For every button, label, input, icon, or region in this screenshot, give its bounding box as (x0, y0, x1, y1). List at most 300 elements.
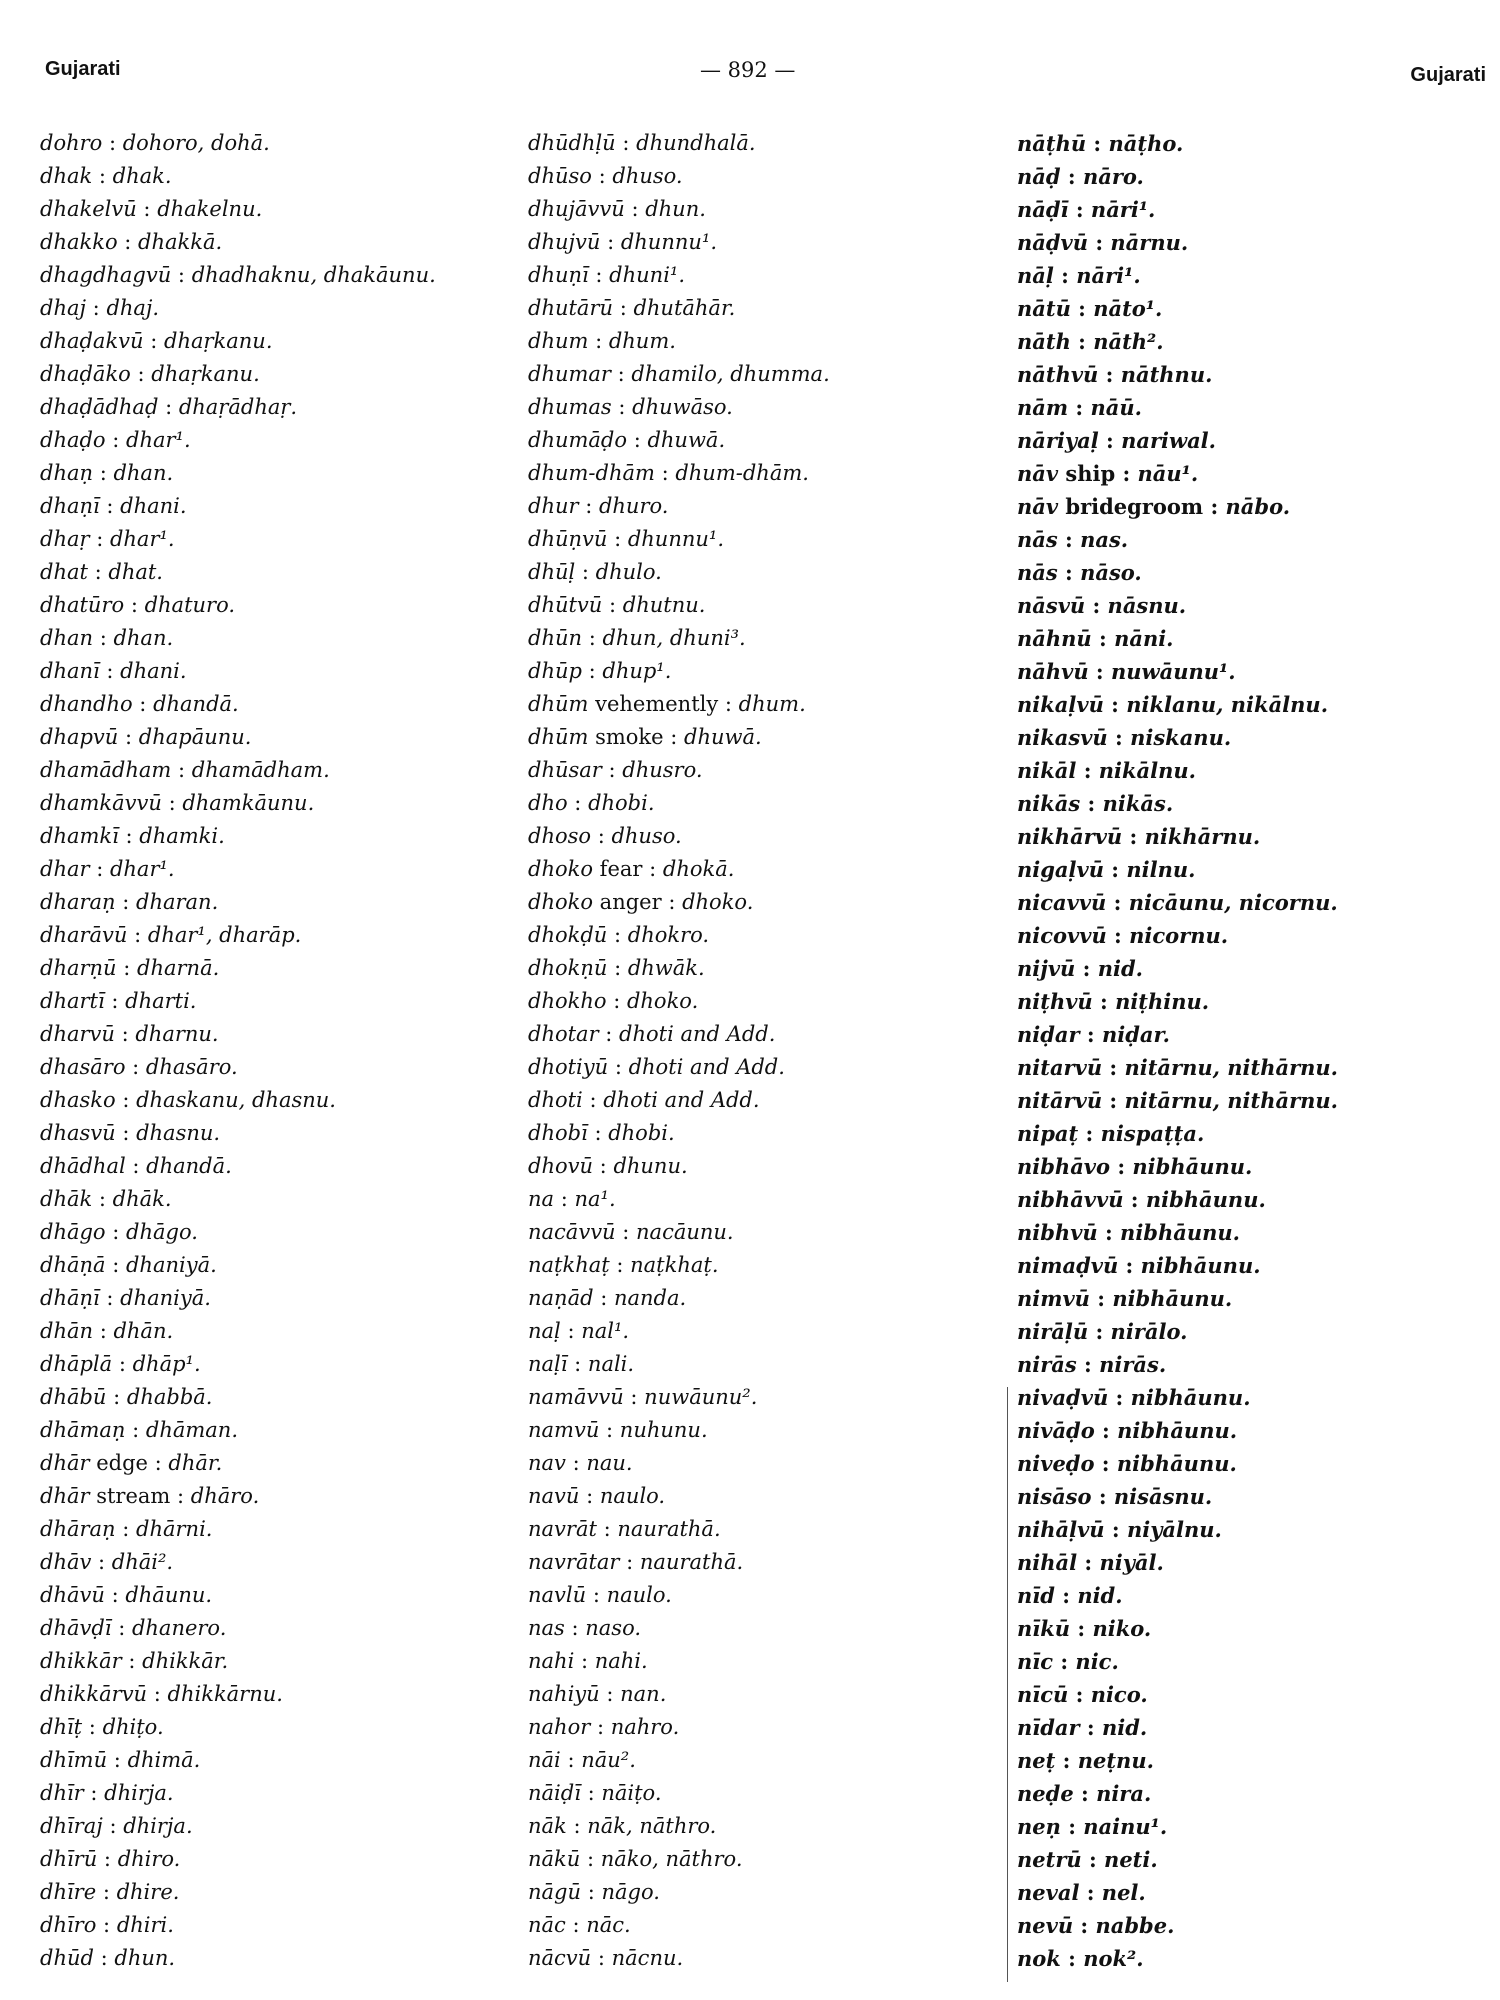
entry-separator: : (1110, 1154, 1133, 1179)
entry-target: nahi. (594, 1649, 648, 1673)
entry-separator: : (118, 725, 139, 749)
entry-target: dhar¹. (109, 857, 175, 881)
entry-separator: : (104, 1583, 126, 1607)
entry-target: nitārnu, nithārnu. (1124, 1088, 1338, 1113)
entry-headword: neḍe (1017, 1781, 1074, 1806)
dictionary-entry (1017, 787, 1487, 820)
entry-headword: neṭ (1017, 1748, 1056, 1773)
dictionary-entry (40, 886, 510, 919)
entry-headword: niṭhvū (1017, 989, 1093, 1014)
entry-headword: dhakelvū (40, 197, 137, 221)
entry-target: dhadhaknu, dhakāunu. (191, 263, 436, 287)
entry-separator: : (117, 230, 139, 254)
entry-separator: : (579, 1484, 600, 1508)
entry-separator: : (121, 1649, 143, 1673)
entry-separator: : (1085, 593, 1108, 618)
entry-headword: dhīr (40, 1781, 84, 1805)
entry-separator: : (602, 593, 623, 617)
entry-target: niko. (1092, 1616, 1152, 1641)
dictionary-entry (528, 655, 998, 688)
dictionary-entry (1017, 1909, 1487, 1942)
entry-target: niḍar. (1101, 1022, 1170, 1047)
entry-separator: : (661, 890, 683, 914)
dictionary-entry (1017, 226, 1487, 259)
entry-headword: dharāvū (40, 923, 128, 947)
entry-headword: nivaḍvū (1017, 1385, 1109, 1410)
entry-target: dhakelnu. (157, 197, 263, 221)
entry-separator: : (1088, 230, 1111, 255)
entry-separator: : (96, 1913, 117, 1937)
entry-target: nāc. (586, 1913, 631, 1937)
entry-headword: nitārvū (1017, 1088, 1103, 1113)
dictionary-entry (1017, 1876, 1487, 1909)
entry-separator: : (580, 1847, 601, 1871)
entry-separator: : (615, 131, 637, 155)
entry-headword: nīc (1017, 1649, 1054, 1674)
entry-headword: dhāmaṇ (40, 1418, 126, 1442)
entry-headword: dhūtvū (528, 593, 603, 617)
dictionary-entry (40, 919, 510, 952)
entry-separator: : (99, 494, 121, 518)
dictionary-entry (1017, 1282, 1487, 1315)
entry-target: naurathā. (617, 1517, 721, 1541)
entry-target: dhāk. (112, 1187, 172, 1211)
dictionary-entry (1017, 1414, 1487, 1447)
entry-gloss: bridegroom (1065, 494, 1204, 519)
entry-target: nicāunu, nicornu. (1128, 890, 1338, 915)
entry-separator: : (1088, 659, 1111, 684)
entry-target: dhabbā. (126, 1385, 213, 1409)
entry-headword: dhasvū (40, 1121, 116, 1145)
entry-target: nāri¹. (1090, 197, 1156, 222)
entry-separator: : (1115, 461, 1138, 486)
dictionary-entry (1017, 1315, 1487, 1348)
dictionary-entry (40, 1117, 510, 1150)
entry-headword: dhartī (40, 989, 105, 1013)
entry-headword: nāiḍī (528, 1781, 581, 1805)
entry-target: nilnu. (1126, 857, 1196, 882)
dictionary-entry (528, 886, 998, 919)
dictionary-entry (528, 259, 998, 292)
entry-headword: nāḷ (1017, 263, 1054, 288)
entry-headword: dhūd (40, 1946, 94, 1970)
dictionary-entry (528, 160, 998, 193)
dictionary-entry (40, 688, 510, 721)
entry-separator: : (1203, 494, 1226, 519)
entry-target: dhun. (114, 1946, 176, 1970)
entry-gloss: anger (599, 890, 662, 914)
entry-headword: dhaḍādhaḍ (40, 395, 159, 419)
entry-separator: : (105, 1220, 127, 1244)
entry-separator: : (1057, 527, 1081, 552)
entry-separator: : (613, 296, 634, 320)
entry-headword: nirāḷū (1017, 1319, 1089, 1344)
dictionary-entry (1017, 886, 1487, 919)
dictionary-entry (40, 193, 510, 226)
entry-separator: : (115, 1121, 137, 1145)
entry-separator: : (1079, 1715, 1102, 1740)
dictionary-entry (40, 556, 510, 589)
entry-separator: : (1091, 1484, 1114, 1509)
entry-separator: : (600, 230, 621, 254)
entry-separator: : (1102, 1088, 1125, 1113)
entry-separator: : (566, 1814, 588, 1838)
dictionary-entry (1017, 1381, 1487, 1414)
entry-separator: : (1055, 1748, 1078, 1773)
entry-target: dhani. (120, 494, 187, 518)
entry-target: dhundhalā. (636, 131, 756, 155)
entry-separator: : (607, 956, 628, 980)
entry-separator: : (588, 263, 610, 287)
entry-separator: : (1088, 1319, 1111, 1344)
dictionary-entry (40, 1348, 510, 1381)
entry-separator: : (115, 890, 137, 914)
entry-target: dhup¹. (602, 659, 672, 683)
entry-separator: : (565, 1451, 587, 1475)
entry-headword: navrāt (528, 1517, 597, 1541)
entry-separator: : (608, 1055, 629, 1079)
dictionary-entry (40, 325, 510, 358)
entry-target: dhani. (120, 659, 187, 683)
entry-target: dhamki. (139, 824, 225, 848)
dictionary-entry (40, 985, 510, 1018)
entry-target: dhamkāunu. (182, 791, 315, 815)
entry-separator: : (93, 1946, 115, 1970)
entry-target: dhwāk. (627, 956, 705, 980)
entry-separator: : (596, 1517, 618, 1541)
entry-headword: dhuṇī (528, 263, 589, 287)
dictionary-entry (40, 1150, 510, 1183)
entry-separator: : (99, 1286, 121, 1310)
entry-headword: dharaṇ (40, 890, 116, 914)
entry-separator: : (1086, 131, 1109, 156)
entry-target: dhasnu. (136, 1121, 221, 1145)
entry-separator: : (114, 1022, 136, 1046)
entry-separator: : (115, 1517, 137, 1541)
entry-headword: dhīraj (40, 1814, 103, 1838)
entry-headword: dhūsar (528, 758, 602, 782)
entry-separator: : (1122, 824, 1145, 849)
entry-separator: : (1060, 1946, 1084, 1971)
entry-headword: dhīṭ (40, 1715, 83, 1739)
entry-headword: dhokho (528, 989, 607, 1013)
entry-separator: : (102, 131, 123, 155)
entry-headword: dhūḷ (528, 560, 576, 584)
entry-separator: : (102, 1814, 124, 1838)
entry-headword: nāi (528, 1748, 561, 1772)
entry-target: dhan. (113, 461, 174, 485)
entry-separator: : (125, 1154, 147, 1178)
entry-target: nibhāunu. (1140, 1253, 1261, 1278)
dictionary-entry (40, 1381, 510, 1414)
entry-target: nid. (1101, 1715, 1148, 1740)
entry-separator: : (591, 1946, 612, 1970)
entry-target: dhiro. (117, 1847, 181, 1871)
entry-separator: : (1070, 1616, 1093, 1641)
dictionary-entry (40, 1216, 510, 1249)
dictionary-entry (1017, 160, 1487, 193)
entry-headword: dhāvū (40, 1583, 105, 1607)
margin-rule (1007, 1387, 1008, 1982)
entry-headword: nikhārvū (1017, 824, 1123, 849)
entry-headword: dhoti (528, 1088, 583, 1112)
entry-gloss: edge (96, 1451, 148, 1475)
entry-headword: dhobī (528, 1121, 588, 1145)
dictionary-entry (528, 1942, 998, 1975)
dictionary-entry (1017, 1150, 1487, 1183)
entry-headword: dhūp (528, 659, 582, 683)
entry-headword: dhujvū (528, 230, 601, 254)
dictionary-entry (528, 919, 998, 952)
entry-target: dhum-dhām. (675, 461, 809, 485)
entry-headword: nisāso (1017, 1484, 1092, 1509)
dictionary-entry (1017, 127, 1487, 160)
entry-headword: dhat (40, 560, 88, 584)
entry-target: nuwāunu². (644, 1385, 758, 1409)
entry-target: nāk, nāthro. (587, 1814, 717, 1838)
entry-headword: nāc (528, 1913, 566, 1937)
entry-target: nirās. (1099, 1352, 1167, 1377)
entry-separator: : (1098, 362, 1121, 387)
entry-headword: neṇ (1017, 1814, 1061, 1839)
entry-target: nābo. (1225, 494, 1291, 519)
dictionary-entry (1017, 1348, 1487, 1381)
entry-separator: : (143, 329, 165, 353)
entry-headword: dhūm (528, 725, 589, 749)
entry-separator: : (1098, 428, 1122, 453)
entry-target: dhār. (168, 1451, 223, 1475)
entry-separator: : (1054, 1583, 1078, 1608)
entry-separator: : (611, 395, 633, 419)
entry-headword: dhūṇvū (528, 527, 608, 551)
dictionary-entry (528, 820, 998, 853)
dictionary-entry (528, 523, 998, 556)
entry-target: nibhāunu. (1132, 1154, 1253, 1179)
entry-headword: nās (1017, 527, 1058, 552)
entry-separator: : (1107, 725, 1131, 750)
entry-separator: : (93, 626, 114, 650)
entry-separator: : (654, 461, 676, 485)
entry-target: dharti. (125, 989, 197, 1013)
entry-headword: navrātar (528, 1550, 620, 1574)
entry-separator: : (1060, 164, 1083, 189)
entry-headword: dhāṇā (40, 1253, 106, 1277)
entry-separator: : (575, 560, 596, 584)
dictionary-entry (528, 952, 998, 985)
entry-separator: : (96, 1880, 117, 1904)
entry-headword: dhābū (40, 1385, 107, 1409)
dictionary-entry (40, 1183, 510, 1216)
dictionary-entry (40, 820, 510, 853)
entry-target: nāsnu. (1107, 593, 1187, 618)
entry-target: naulo. (606, 1583, 672, 1607)
entry-target: nicornu. (1129, 923, 1229, 948)
dictionary-entry (1017, 1678, 1487, 1711)
entry-target: nel. (1101, 1880, 1146, 1905)
entry-target: dhāunu. (125, 1583, 213, 1607)
entry-target: nāth². (1093, 329, 1164, 354)
entry-headword: dhār (40, 1484, 90, 1508)
dictionary-entry (1017, 1546, 1487, 1579)
entry-separator: : (1070, 329, 1094, 354)
entry-headword: dhum (528, 329, 589, 353)
dictionary-entry (528, 853, 998, 886)
entry-target: nāni. (1114, 626, 1174, 651)
dictionary-entry (1017, 1249, 1487, 1282)
entry-target: dhirja. (104, 1781, 174, 1805)
dictionary-entry (528, 1018, 998, 1051)
dictionary-entry (528, 985, 998, 1018)
entry-target: nacāunu. (636, 1220, 734, 1244)
entry-headword: namāvvū (528, 1385, 624, 1409)
entry-target: dhuni¹. (609, 263, 685, 287)
entry-target: dhum. (738, 692, 806, 716)
entry-headword: dhoko (528, 890, 593, 914)
dictionary-entry (1017, 1018, 1487, 1051)
entry-separator: : (104, 989, 126, 1013)
entry-headword: dohro (40, 131, 103, 155)
dictionary-entry (1017, 1645, 1487, 1678)
entry-headword: dho (528, 791, 568, 815)
entry-target: nibhāunu. (1112, 1286, 1233, 1311)
entry-headword: naḷ (528, 1319, 561, 1343)
page-number: — 892 — (700, 58, 796, 82)
dictionary-entry (40, 1711, 510, 1744)
entry-target: dhirja. (123, 1814, 193, 1838)
entry-separator: : (1104, 1517, 1127, 1542)
entry-target: nāso. (1080, 560, 1142, 585)
dictionary-entry (1017, 985, 1487, 1018)
entry-separator: : (590, 1715, 611, 1739)
entry-headword: dhūn (528, 626, 583, 650)
entry-separator: : (105, 428, 127, 452)
entry-headword: nīdar (1017, 1715, 1080, 1740)
entry-headword: nāgū (528, 1880, 582, 1904)
entry-headword: dhur (528, 494, 579, 518)
entry-headword: dhan (40, 626, 94, 650)
entry-target: dhandā. (146, 1154, 232, 1178)
entry-target: dhikkārnu. (167, 1682, 283, 1706)
dictionary-entry (1017, 391, 1487, 424)
entry-target: dhuso. (611, 824, 682, 848)
dictionary-entry (40, 424, 510, 457)
entry-separator: : (599, 1418, 620, 1442)
dictionary-entry (40, 952, 510, 985)
entry-target: nau. (586, 1451, 633, 1475)
dictionary-entry (40, 1051, 510, 1084)
entry-separator: : (1102, 1055, 1125, 1080)
entry-headword: nicavvū (1017, 890, 1107, 915)
entry-target: dhobi. (608, 1121, 675, 1145)
dictionary-entry (1017, 1117, 1487, 1150)
dictionary-entry (1017, 1810, 1487, 1843)
dictionary-entry (528, 391, 998, 424)
dictionary-entry (40, 1480, 510, 1513)
entry-target: dhaniyā. (120, 1286, 211, 1310)
entry-target: dhārni. (136, 1517, 213, 1541)
dictionary-entry (40, 1579, 510, 1612)
dictionary-entry (40, 1282, 510, 1315)
entry-gloss: stream (96, 1484, 171, 1508)
entry-headword: nibhāvo (1017, 1154, 1111, 1179)
dictionary-entry (1017, 1513, 1487, 1546)
entry-separator: : (581, 659, 603, 683)
entry-separator: : (663, 725, 685, 749)
entry-headword: nikāl (1017, 758, 1077, 783)
entry-separator: : (1068, 1682, 1091, 1707)
entry-headword: nacāvvū (528, 1220, 616, 1244)
entry-headword: dhīmū (40, 1748, 108, 1772)
dictionary-entry (40, 622, 510, 655)
entry-headword: nitarvū (1017, 1055, 1103, 1080)
entry-headword: nirās (1017, 1352, 1077, 1377)
entry-separator: : (574, 1649, 595, 1673)
dictionary-entry (40, 721, 510, 754)
dictionary-entry (528, 1513, 998, 1546)
entry-headword: naṇād (528, 1286, 594, 1310)
entry-headword: dhar (40, 857, 90, 881)
dictionary-entry (528, 787, 998, 820)
entry-target: naṭkhaṭ. (630, 1253, 719, 1277)
entry-separator: : (564, 1616, 586, 1640)
entry-target: dhun. (645, 197, 706, 221)
entry-separator: : (607, 923, 628, 947)
entry-target: nabbe. (1095, 1913, 1175, 1938)
entry-headword: dhāṇī (40, 1286, 100, 1310)
entry-target: niyāl. (1099, 1550, 1164, 1575)
entry-target: dhum. (608, 329, 676, 353)
entry-target: nāthnu. (1120, 362, 1213, 387)
entry-separator: : (1053, 1649, 1076, 1674)
entry-separator: : (1118, 1253, 1141, 1278)
entry-target: nan. (620, 1682, 667, 1706)
dictionary-entry (1017, 490, 1487, 523)
entry-headword: nahi (528, 1649, 575, 1673)
entry-target: nid. (1077, 1583, 1123, 1608)
entry-separator: : (106, 1385, 127, 1409)
dictionary-entry (40, 655, 510, 688)
entry-separator: : (112, 1352, 133, 1376)
dictionary-entry (528, 325, 998, 358)
entry-separator: : (161, 791, 183, 815)
dictionary-entry (1017, 1216, 1487, 1249)
entry-headword: na (528, 1187, 555, 1211)
entry-separator: : (1076, 1352, 1100, 1377)
dictionary-entry (40, 1513, 510, 1546)
entry-headword: dhakko (40, 230, 118, 254)
dictionary-entry (528, 754, 998, 787)
dictionary-entry (528, 1777, 998, 1810)
dictionary-entry (1017, 1480, 1487, 1513)
entry-headword: nātū (1017, 296, 1071, 321)
entry-headword: naṭkhaṭ (528, 1253, 610, 1277)
entry-headword: nāḍī (1017, 197, 1069, 222)
dictionary-entry (528, 1183, 998, 1216)
entry-target: neṭnu. (1077, 1748, 1154, 1773)
entry-target: neti. (1104, 1847, 1158, 1872)
entry-headword: dhaj (40, 296, 86, 320)
dictionary-entry (528, 226, 998, 259)
entry-separator: : (171, 263, 192, 287)
entry-headword: nācvū (528, 1946, 592, 1970)
dictionary-entry (1017, 721, 1487, 754)
entry-separator: : (1078, 1121, 1101, 1146)
entry-target: nāri¹. (1076, 263, 1141, 288)
entry-separator: : (1079, 1880, 1102, 1905)
entry-headword: dhāv (40, 1550, 92, 1574)
dictionary-entry (528, 1084, 998, 1117)
entry-separator: : (107, 1748, 128, 1772)
